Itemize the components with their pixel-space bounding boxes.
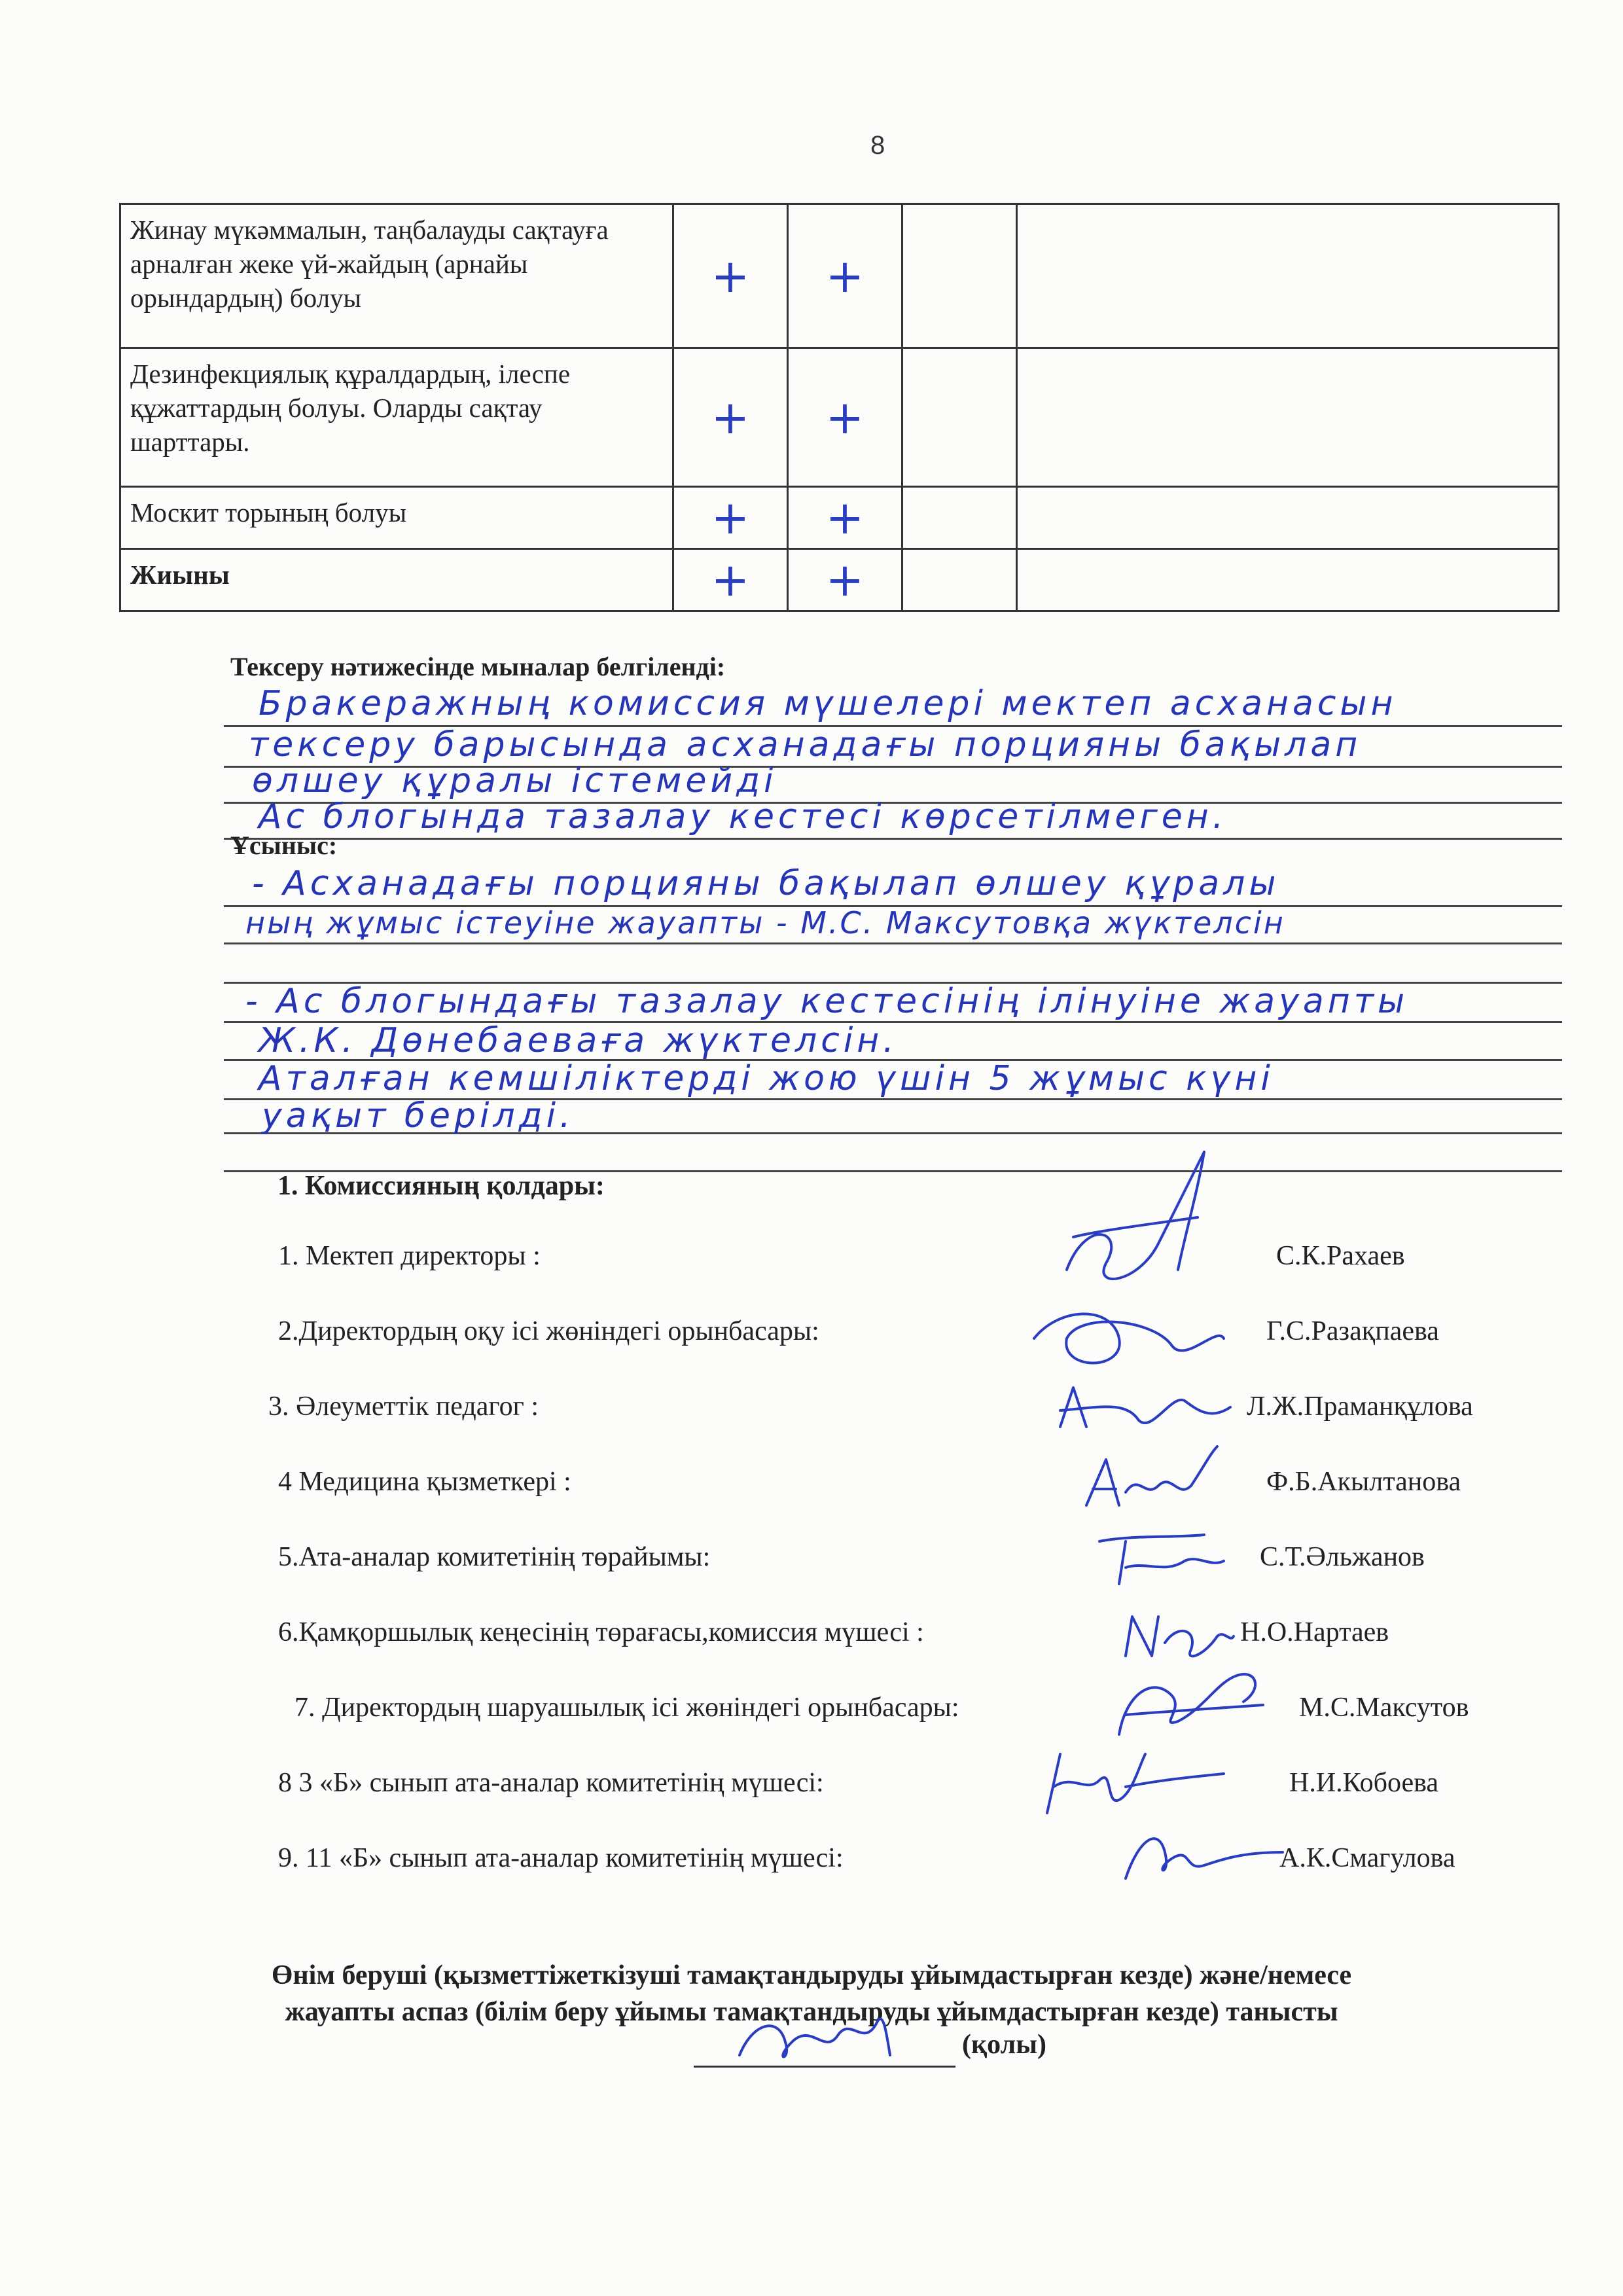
handwritten-finding: Бракеражның комиссия мүшелері мектеп асханасын xyxy=(259,684,1397,723)
ruled-line xyxy=(224,838,1562,840)
handwritten-recommendation: - Асханадағы порцияны бақылап өлшеу құралы xyxy=(252,864,1280,903)
check-mark: + xyxy=(673,348,788,487)
row-label: Жинау мүкәммалын, таңбалауды сақтауға арналған жеке үй-жайдың (арнайы орындардың) болуы xyxy=(120,204,673,348)
handwritten-finding: Ас блогында тазалау кестесі көрсетілмеген. xyxy=(259,797,1228,836)
signatory-role: 1. Мектеп директоры : xyxy=(278,1241,541,1271)
signatory-role: 9. 11 «Б» сынып ата-аналар комитетінің мүшесі: xyxy=(278,1843,844,1873)
check-mark: + xyxy=(673,487,788,549)
page-number: 8 xyxy=(870,131,885,160)
check-mark: + xyxy=(673,204,788,348)
signatory-name: С.К.Рахаев xyxy=(1276,1241,1405,1271)
table-row xyxy=(120,487,1559,549)
signatory-name: Л.Ж.Праманқұлова xyxy=(1247,1391,1473,1422)
handwritten-finding: тексеру барысында асханадағы порцияны бақылап xyxy=(249,725,1362,764)
footer-line: Өнім беруші (қызметтіжеткізуші тамақтандыруды ұйымдастырған кезде) және/немесе xyxy=(271,1960,1352,1990)
empty-cell xyxy=(1017,204,1559,348)
signatory-name: Н.И.Кобоева xyxy=(1289,1768,1439,1798)
empty-cell xyxy=(902,487,1017,549)
signatory-role: 6.Қамқоршылық кеңесінің төрағасы,комиссия мүшесі : xyxy=(278,1617,924,1647)
empty-cell xyxy=(1017,549,1559,611)
signature-mark xyxy=(1113,1813,1289,1892)
empty-cell xyxy=(902,549,1017,611)
signatory-role: 4 Медицина қызметкері : xyxy=(278,1467,571,1497)
footer-line: жауапты аспаз (білім беру ұйымы тамақтандыруды ұйымдастырған кезде) танысты xyxy=(285,1997,1338,2027)
signature-mark xyxy=(1099,1656,1270,1754)
table-row-total xyxy=(120,549,1559,611)
signatory-name: М.С.Максутов xyxy=(1299,1693,1469,1723)
signatory-name: С.Т.Әльжанов xyxy=(1260,1542,1425,1572)
signature-mark xyxy=(1073,1433,1224,1525)
handwritten-recommendation: - Ас блогындағы тазалау кестесінің ілінуіне жауапты xyxy=(245,982,1409,1021)
signature-mark xyxy=(726,1996,897,2075)
signatory-name: Ф.Б.Акылтанова xyxy=(1266,1467,1461,1497)
signature-mark xyxy=(1086,1522,1230,1594)
handwritten-recommendation: уақыт берілді. xyxy=(262,1096,575,1136)
signatory-name: Г.С.Разақпаева xyxy=(1266,1316,1439,1346)
check-mark: + xyxy=(788,549,902,611)
empty-cell xyxy=(902,348,1017,487)
signatory-name: А.К.Смагулова xyxy=(1279,1843,1455,1873)
check-mark: + xyxy=(788,204,902,348)
table-row xyxy=(120,204,1559,348)
handwritten-recommendation: Ж.К. Дөнебаеваға жүктелсін. xyxy=(259,1021,898,1060)
check-mark: + xyxy=(788,487,902,549)
signatory-role: 3. Әлеуметтік педагог : xyxy=(268,1391,539,1422)
signature-label: (қолы) xyxy=(962,2030,1046,2060)
findings-heading: Тексеру нәтижесінде мыналар белгіленді: xyxy=(230,652,726,681)
signatory-role: 2.Директордың оқу ісі жөніндегі орынбасары: xyxy=(278,1316,819,1346)
checklist-table xyxy=(119,203,1560,612)
empty-cell xyxy=(902,204,1017,348)
signatory-role: 7. Директордың шаруашылық ісі жөніндегі орынбасары: xyxy=(294,1693,959,1723)
empty-cell xyxy=(1017,487,1559,549)
handwritten-finding: өлшеу құралы істемейді xyxy=(252,761,777,800)
check-mark: + xyxy=(788,348,902,487)
ruled-line xyxy=(224,942,1562,944)
signature-mark xyxy=(1021,1299,1237,1378)
signatory-role: 5.Ата-аналар комитетінің төрайымы: xyxy=(278,1542,711,1572)
row-label-total: Жиыны xyxy=(120,549,673,611)
empty-cell xyxy=(1017,348,1559,487)
signatory-role: 8 3 «Б» сынып ата-аналар комитетінің мүшесі: xyxy=(278,1768,824,1798)
handwritten-recommendation: ның жұмыс істеуіне жауапты - М.С. Максутовқа жүктелсін xyxy=(245,905,1285,941)
check-mark: + xyxy=(673,549,788,611)
signature-mark xyxy=(1047,1139,1230,1309)
row-label: Дезинфекциялық құралдардың, ілеспе құжаттардың болуы. Оларды сақтау шарттары. xyxy=(120,348,673,487)
signatures-heading: 1. Комиссияның қолдары: xyxy=(277,1171,605,1201)
signatory-name: Н.О.Нартаев xyxy=(1240,1617,1389,1647)
row-label: Москит торының болуы xyxy=(120,487,673,549)
handwritten-recommendation: Аталған кемшіліктерді жою үшін 5 жұмыс күні xyxy=(259,1059,1274,1098)
table-row xyxy=(120,348,1559,487)
recommendation-heading: Ұсыныс: xyxy=(230,831,338,860)
